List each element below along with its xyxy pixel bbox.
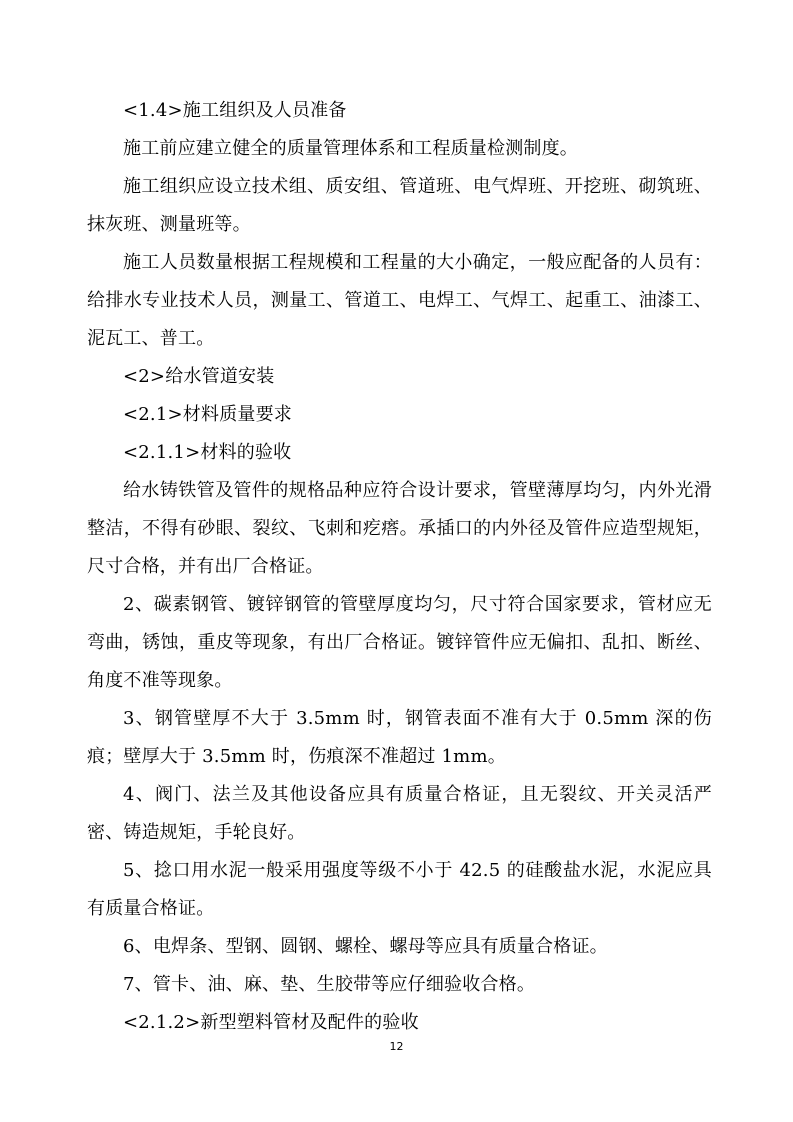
- page-number: 12: [389, 1040, 404, 1053]
- document-body: [87, 92, 712, 1042]
- paragraph: 施工组织应设立技术组、质安组、管道班、电气焊班、开挖班、砌筑班、抹灰班、测量班等。: [87, 176, 712, 235]
- section-heading: <2.1.2>新型塑料管材及配件的验收: [123, 1012, 419, 1033]
- list-item: 3、钢管壁厚不大于 3.5mm 时，钢管表面不准有大于 0.5mm 深的伤痕；壁厚大于 3.5mm 时，伤痕深不准超过 1mm。: [87, 708, 712, 767]
- list-item: 7、管卡、油、麻、垫、生胶带等应仔细验收合格。: [123, 974, 536, 995]
- list-item: 4、阀门、法兰及其他设备应具有质量合格证，且无裂纹、开关灵活严密、铸造规矩，手轮良好。: [87, 784, 712, 843]
- section-heading: <2.1.1>材料的验收: [123, 442, 292, 463]
- section-heading: <1.4>施工组织及人员准备: [123, 100, 347, 121]
- list-item: 5、捻口用水泥一般采用强度等级不小于 42.5 的硅酸盐水泥，水泥应具有质量合格证。: [87, 860, 712, 919]
- list-item: 2、碳素钢管、镀锌钢管的管壁厚度均匀，尺寸符合国家要求，管材应无弯曲，锈蚀，重皮等现象，有出厂合格证。镀锌管件应无偏扣、乱扣、断丝、角度不准等现象。: [87, 594, 712, 691]
- list-item: 6、电焊条、型钢、圆钢、螺栓、螺母等应具有质量合格证。: [123, 936, 608, 957]
- section-heading: <2.1>材料质量要求: [123, 404, 292, 425]
- paragraph: 施工前应建立健全的质量管理体系和工程质量检测制度。: [123, 138, 578, 159]
- section-heading: <2>给水管道安装: [123, 366, 275, 387]
- paragraph: 给水铸铁管及管件的规格品种应符合设计要求，管壁薄厚均匀，内外光滑整洁，不得有砂眼、裂纹、飞刺和疙瘩。承插口的内外径及管件应造型规矩，尺寸合格，并有出厂合格证。: [87, 480, 712, 577]
- paragraph: 施工人员数量根据工程规模和工程量的大小确定，一般应配备的人员有：给排水专业技术人员，测量工、管道工、电焊工、气焊工、起重工、油漆工、泥瓦工、普工。: [87, 252, 712, 349]
